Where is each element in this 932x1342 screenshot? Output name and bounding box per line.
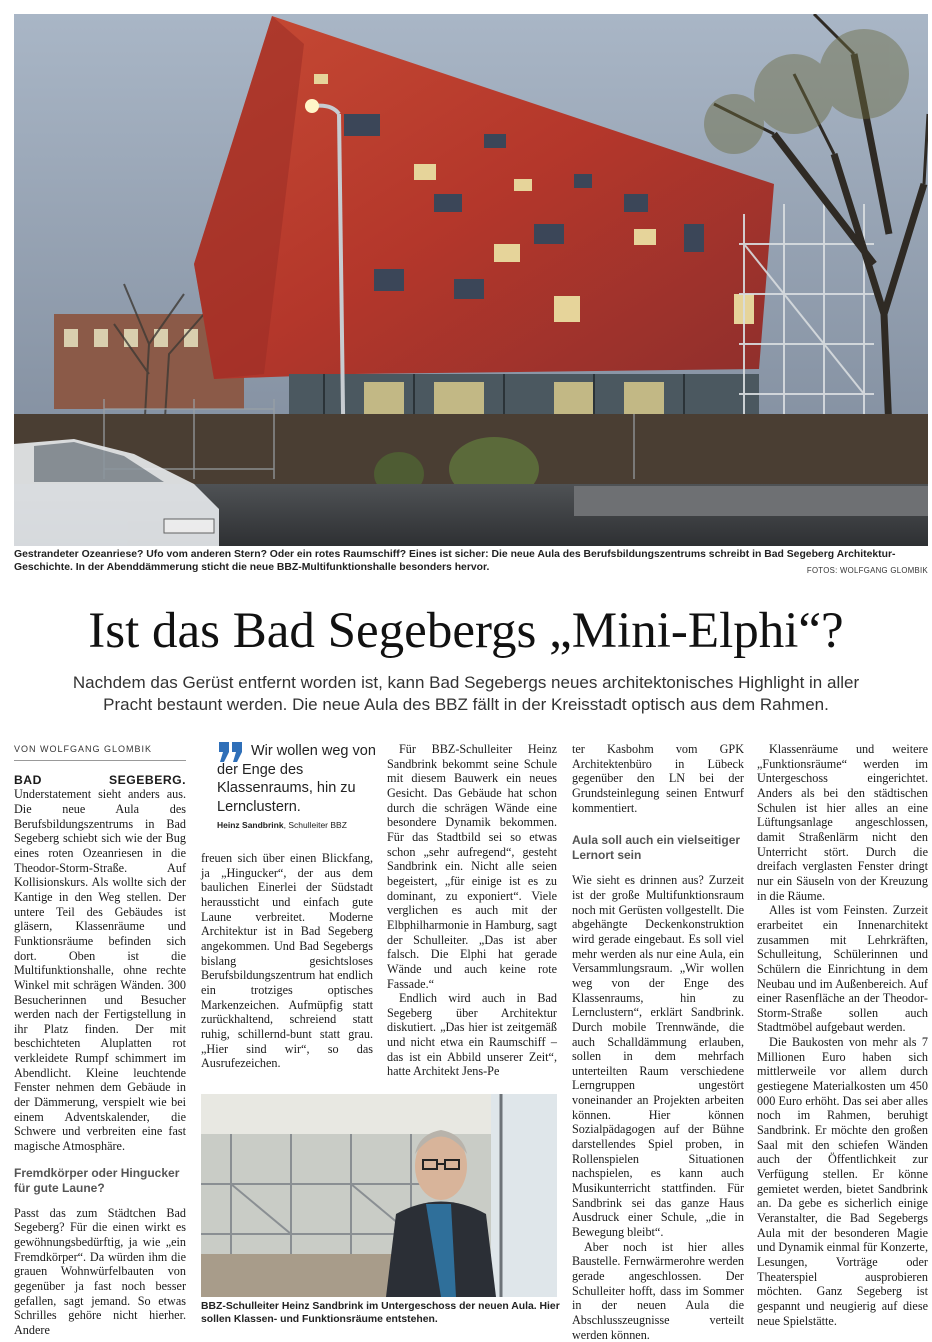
paragraph-text: Understatement sieht anders aus. Die neue Aula des Berufsbildungszentrums in Bad Segeberg schiebt sich wie der Bug eines roten Ozeanriesen in die Theodor-Storm-Straße. Auf Kollisionskurs. Als wollte sich der Kantige in den Weg stellen. Der untere Teil des Gebäudes ist gläsern, Klassenräume und Funktionsräume befinden sich dort. Oben ist die Multifunktionshalle, ohne rechte Winkel mit schrägen Wänden. 300 Besucherinnen und Besucher werden nach der Fertigstellung in ihr Platz finden. Der mit beschichteten Aluplatten rot verkleidete Rumpf schimmert im Abendlicht. Kleine leuchtende Fenster nehmen dem Gebäude in der Dämmerung, verspielt wie bei einem Adventskalender, die Schwere und verbreiten eine fast magische Atmosphäre. bbox=[14, 787, 186, 1154]
paragraph: Alles ist vom Feinsten. Zurzeit erarbeitet ein Innenarchitekt zusammen mit Lehrkräften, Schulleitung, Schülerinnen und Schülern die Einrichtung in dem Neubau und im Außenbereich. Auf einer Rasenfläche an der Theodor-Storm-Straße sollen auch Stadtmöbel aufgebaut werden. bbox=[757, 903, 928, 1035]
quote-mark-icon bbox=[217, 742, 245, 762]
hero-caption bbox=[14, 548, 928, 574]
paragraph bbox=[14, 773, 186, 1154]
hero-caption-text: Gestrandeter Ozeanriese? Ufo vom anderen Stern? Oder ein rotes Raumschiff? Eines ist sicher: Die neue Aula des Berufsbildungszentrums schreibt in Bad Segeberg Architektur-Geschichte. In der Abenddämmerung sticht die neue BBZ-Multifunktionshalle besonders hervor. bbox=[14, 549, 896, 573]
portrait-photo-illustration bbox=[201, 1094, 557, 1297]
quote-text: Wir wollen weg von der Enge des Klassenraums, hin zu Lernclustern. bbox=[217, 743, 376, 815]
paragraph: freuen sich über einen Blickfang, ja „Hingucker“, der aus dem baulichen Einerlei der Südstadt heraussticht und einfach gute Laune verbreitet. Moderne Architektur ist in Bad Segeberg angekommen. Und Bad Segebergs bislang gesichtsloses Berufsbildungszentrum hat endlich ein trotziges optisches Markenzeichen. Aufmüpfig statt zurückhaltend, schreiend statt ruhig, schillernd-bunt statt grau. „Hier sind wir“, so das Ausrufezeichen. bbox=[201, 851, 373, 1071]
paragraph: Für BBZ-Schulleiter Heinz Sandbrink bekommt seine Schule mit diesem Bauwerk ein neues Gesicht. Das Gebäude hat schon durch die schrägen Wände eine besondere Dynamik bekommen. Für das Stadtbild sei so etwas schon „sehr aufregend“, gesteht Sandbrink ein. Nicht alle seien begeistert, „für einige ist es zu dominant, zu exponiert“. Viele verglichen es auch mit der Elbphilharmonie in Hamburg, sagt der Schulleiter. „Das ist aber falsch. Die Elphi hat gerade Wände und auch keine rote Fassade.“ bbox=[387, 742, 557, 991]
paragraph: Klassenräume und weitere „Funktionsräume“ werden im Untergeschoss eingerichtet. Anders als bei den städtischen Schulen ist hier alles an eine Lüftungsanlage angeschlossen, damit Straßenlärm nicht den Unterricht stört. Durch die dreifach verglasten Fenster dringt nur ein Säuseln von der Kreuzung in die Räume. bbox=[757, 742, 928, 903]
column-2 bbox=[201, 851, 373, 1071]
dateline: BAD SEGEBERG. bbox=[14, 772, 186, 787]
column-1 bbox=[14, 742, 186, 1338]
paragraph: Endlich wird auch in Bad Segeberg über Architektur diskutiert. „Das hier ist zeitgemäß und nicht etwa ein Raumschiff – das ist ein Abbild unserer Zeit“, hatte Architekt Jens-Pe bbox=[387, 991, 557, 1079]
subline: Nachdem das Gerüst entfernt worden ist, kann Bad Segebergs neues architektonisches Highlight in aller Pracht bestaunt werden. Die neue Aula des BBZ fällt in der Kreisstadt optisch aus dem Rahmen. bbox=[72, 673, 860, 714]
paragraph: Die Baukosten von mehr als 7 Millionen Euro haben sich mittlerweile vor allem durch gestiegene Materialkosten um 450 000 Euro erhöht. Das sei aber alles noch im Rahmen, beruhigt Sandbrink. Er möchte den großen Saal mit den schiefen Wänden auch der Öffentlichkeit zur Verfügung stellen. Er könne gemietet werden, bietet Sandbrink an. Da gebe es sicherlich einige Veranstalter, die Bad Segebergs Aula mit der besonderen Magie und Dynamik einmal für Konzerte, Lesungen, Vorträge oder Theaterspiel ausprobieren möchten. Ganz Segeberg ist gespannt und neugierig auf diese neue Spielstätte. bbox=[757, 1035, 928, 1328]
pull-quote bbox=[217, 742, 377, 830]
paragraph: Aber noch ist hier alles Baustelle. Fernwärmerohre werden gerade angeschlossen. Der Schulleiter hofft, dass im Sommer in der neuen Aula die Abschlusszeugnisse verteilt werden können. bbox=[572, 1239, 744, 1342]
hero-photo bbox=[14, 14, 928, 546]
quote-author: Heinz Sandbrink bbox=[217, 820, 284, 830]
subheading: Fremdkörper oder Hingucker für gute Laune? bbox=[14, 1165, 180, 1195]
paragraph: ter Kasbohm vom GPK Architektenbüro in Lübeck gegenüber den LN bei der Grundsteinlegung seinen Entwurf kommentiert. bbox=[572, 742, 744, 815]
subheading: Aula soll auch ein vielseitiger Lernort sein bbox=[572, 833, 741, 863]
portrait-caption: BBZ-Schulleiter Heinz Sandbrink im Untergeschoss der neuen Aula. Hier sollen Klassen- und Funktionsräume entstehen. bbox=[201, 1301, 560, 1325]
quote-author-role: , Schulleiter BBZ bbox=[283, 820, 347, 830]
portrait-photo bbox=[201, 1094, 557, 1297]
column-4 bbox=[572, 742, 744, 1342]
headline: Ist das Bad Segebergs „Mini-Elphi“? bbox=[88, 603, 844, 659]
quote-attribution bbox=[217, 820, 377, 830]
paragraph: Wie sieht es drinnen aus? Zurzeit ist der große Multifunktionsraum noch mit Gerüsten vollgestellt. Die abgehängte Deckenkonstruktion wird gerade eingebaut. Es soll viel mehr werden als nur eine Aula, ein Versammlungsraum. „Wir wollen weg von der Enge des Klassenraums, hin zu Lernclustern“, erklärt Sandbrink. Durch mobile Trennwände, die auch Schalldämmung erlauben, sollen in dem mehrfach unterteilten Raum verschiedene Lerngruppen ungestört voneinander an Projekten arbeiten können. Hier können Sozialpädagogen auf der Bühne darstellendes Spiel proben, in Rollenspielen Situationen nachspielen, es kann auch Musikunterricht stattfinden. Für Sandbrink sei das ganze Haus Ausdruck einer Schule, „die in Bewegung bleibt“. bbox=[572, 873, 744, 1240]
column-3 bbox=[387, 742, 557, 1079]
column-5 bbox=[757, 742, 928, 1328]
byline: VON WOLFGANG GLOMBIK bbox=[14, 742, 186, 761]
photo-credit: FOTOS: WOLFGANG GLOMBIK bbox=[806, 566, 928, 575]
paragraph: Passt das zum Städtchen Bad Segeberg? Für die einen wirkt es gewöhnungsbedürftig, ja wie „ein Fremdkörper“. Da würden ihm die grauen Wohnwürfelbauten von gegenüber ja fast noch besser gefallen, sagt jemand. So etwas Schrilles gehöre nicht hierher. Andere bbox=[14, 1205, 186, 1337]
hero-photo-illustration bbox=[14, 14, 928, 546]
